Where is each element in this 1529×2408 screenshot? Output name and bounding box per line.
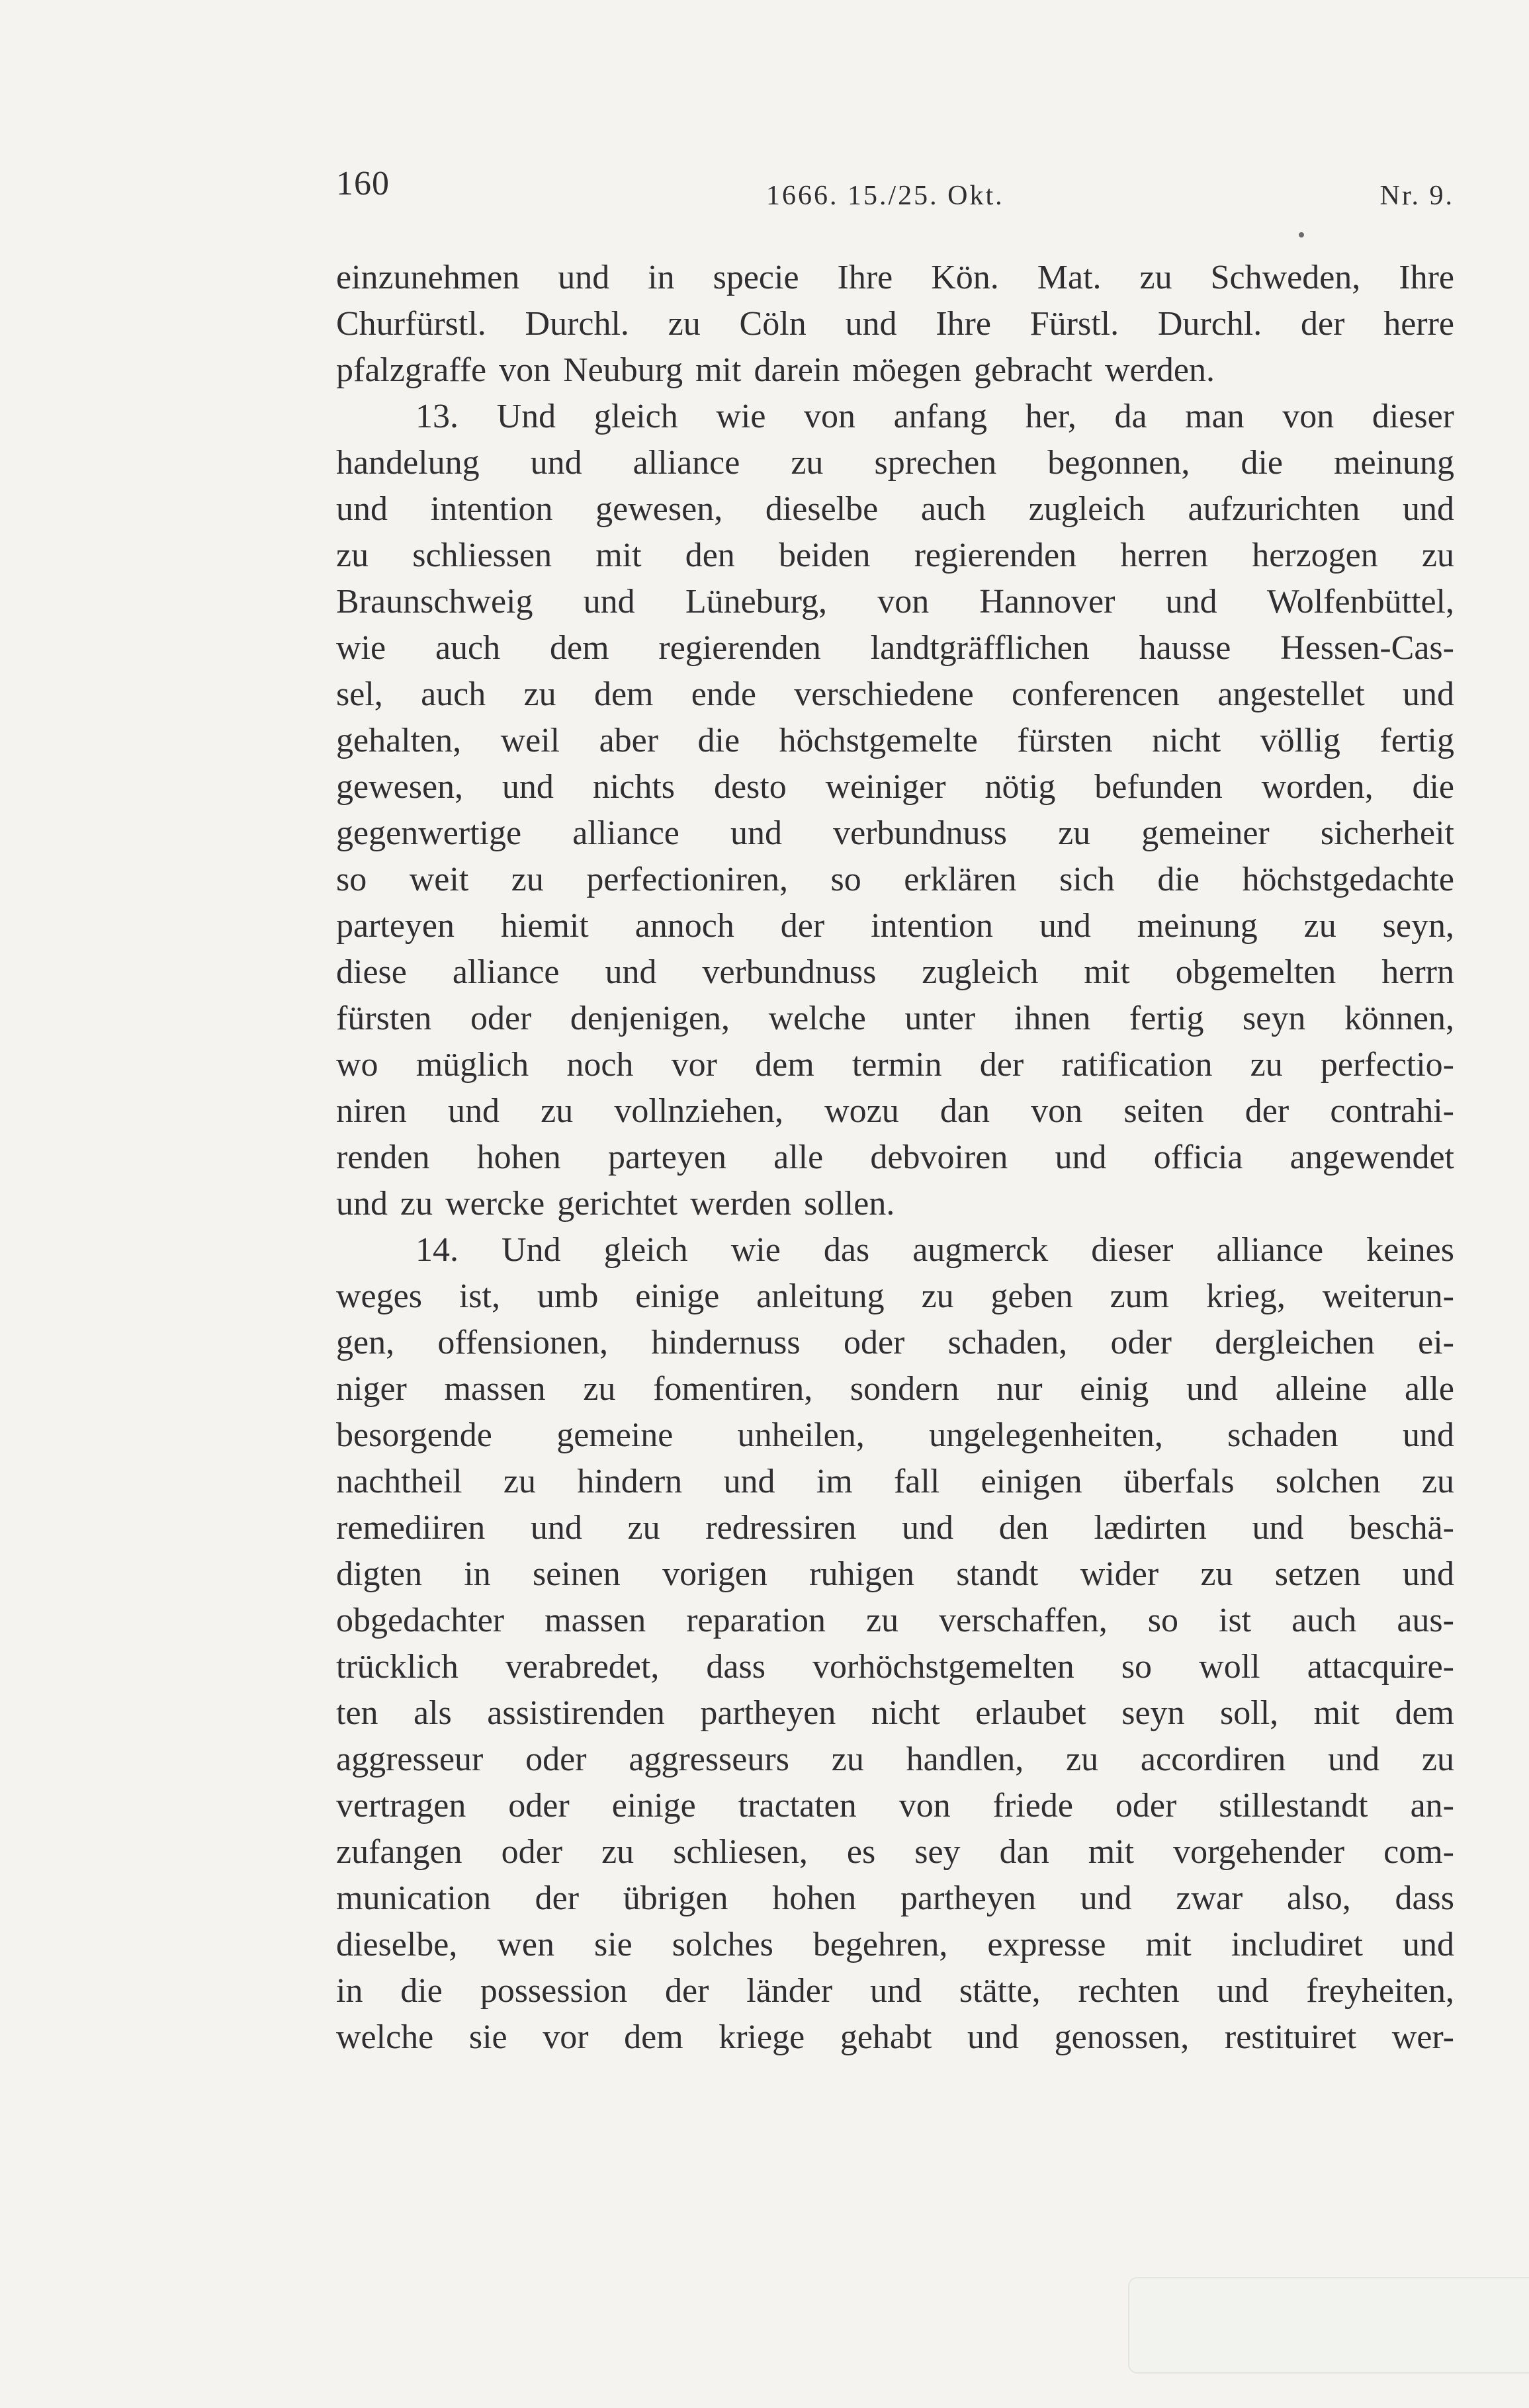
text-line: gen, offensionen, hindernuss oder schaden, oder dergleichen ei- <box>336 1324 1454 1361</box>
text-line: fürsten oder denjenigen, welche unter ihnen fertig seyn können, <box>336 1000 1454 1037</box>
text-line: wo müglich noch vor dem termin der ratification zu perfectio- <box>336 1046 1454 1084</box>
text-line: wie auch dem regierenden landtgräfflichen hausse Hessen-Cas- <box>336 629 1454 667</box>
text-line: remediiren und zu redressiren und den lædirten und beschä- <box>336 1509 1454 1547</box>
text-line: sel, auch zu dem ende verschiedene conferencen angestellet und <box>336 675 1454 713</box>
text-line: nachtheil zu hindern und im fall einigen überfals solchen zu <box>336 1463 1454 1500</box>
scan-edge-tab <box>1128 2277 1529 2374</box>
page-header <box>336 164 1454 217</box>
text-line: welche sie vor dem kriege gehabt und genossen, restituiret wer- <box>336 2018 1454 2056</box>
text-line: besorgende gemeine unheilen, ungelegenheiten, schaden und <box>336 1416 1454 1454</box>
text-line: renden hohen parteyen alle debvoiren und officia angewendet <box>336 1139 1454 1176</box>
text-line: digten in seinen vorigen ruhigen standt wider zu setzen und <box>336 1555 1454 1593</box>
text-line: parteyen hiemit annoch der intention und meinung zu seyn, <box>336 907 1454 945</box>
text-line: gewesen, und nichts desto weiniger nötig befunden worden, die <box>336 768 1454 806</box>
text-line: niger massen zu fomentiren, sondern nur einig und alleine alle <box>336 1370 1454 1408</box>
paragraph-13-start: 13. Und gleich wie von anfang her, da man von dieser <box>415 398 1454 435</box>
text-line: dieselbe, wen sie solches begehren, expresse mit includiret und <box>336 1926 1454 1963</box>
text-line: zu schliessen mit den beiden regierenden herren herzogen zu <box>336 537 1454 574</box>
text-line: einzunehmen und in specie Ihre Kön. Mat. zu Schweden, Ihre <box>336 259 1454 296</box>
text-line: und intention gewesen, dieselbe auch zugleich aufzurichten und <box>336 490 1454 528</box>
text-line: niren und zu vollnziehen, wozu dan von seiten der contrahi- <box>336 1092 1454 1130</box>
page-number: 160 <box>336 165 390 202</box>
text-line: aggresseur oder aggresseurs zu handlen, zu accordiren und zu <box>336 1741 1454 1778</box>
text-line: ten als assistirenden partheyen nicht erlaubet seyn soll, mit dem <box>336 1694 1454 1732</box>
text-line: obgedachter massen reparation zu verschaffen, so ist auch aus- <box>336 1602 1454 1639</box>
text-line: gegenwertige alliance und verbundnuss zu gemeiner sicherheit <box>336 814 1454 852</box>
text-line: munication der übrigen hohen partheyen und zwar also, dass <box>336 1879 1454 1917</box>
document-number: Nr. 9. <box>1379 181 1454 211</box>
text-line: so weit zu perfectioniren, so erklären sich die höchstgedachte <box>336 861 1454 898</box>
text-line: Churfürstl. Durchl. zu Cöln und Ihre Fürstl. Durchl. der herre <box>336 305 1454 343</box>
text-line: und zu wercke gerichtet werden sollen. <box>336 1185 895 1223</box>
text-line: trücklich verabredet, dass vorhöchstgemelten so woll attacquire- <box>336 1648 1454 1686</box>
text-line: zufangen oder zu schliesen, es sey dan mit vorgehender com- <box>336 1833 1454 1871</box>
text-line: diese alliance und verbundnuss zugleich mit obgemelten herrn <box>336 953 1454 991</box>
body-text <box>336 255 1454 2061</box>
print-mark <box>1299 232 1304 237</box>
text-line: Braunschweig und Lüneburg, von Hannover und Wolfenbüttel, <box>336 583 1454 621</box>
text-line: in die possession der länder und stätte, rechten und freyheiten, <box>336 1972 1454 2010</box>
paragraph-14-start: 14. Und gleich wie das augmerck dieser alliance keines <box>415 1231 1454 1269</box>
text-line: pfalzgraffe von Neuburg mit darein möegen gebracht werden. <box>336 351 1215 389</box>
text-line: gehalten, weil aber die höchstgemelte fürsten nicht völlig fertig <box>336 722 1454 759</box>
header-date: 1666. 15./25. Okt. <box>766 181 1004 211</box>
text-line: weges ist, umb einige anleitung zu geben zum krieg, weiterun- <box>336 1277 1454 1315</box>
text-line: vertragen oder einige tractaten von friede oder stillestandt an- <box>336 1787 1454 1825</box>
text-line: handelung und alliance zu sprechen begonnen, die meinung <box>336 444 1454 482</box>
